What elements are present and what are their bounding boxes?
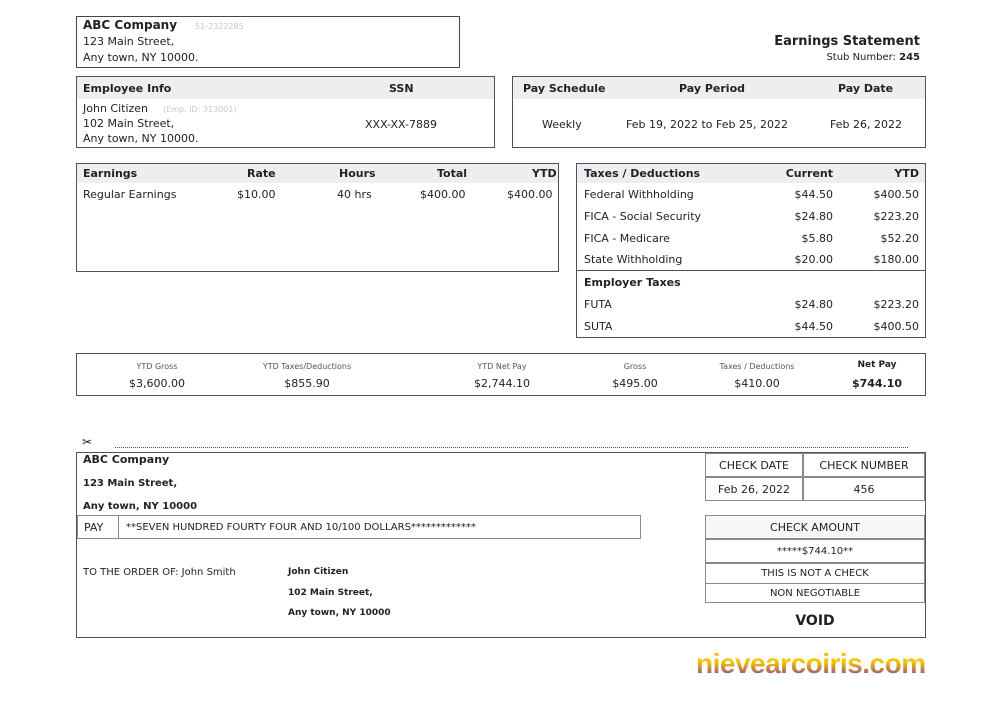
pay-schedule-value: Weekly — [542, 118, 582, 131]
company-address-2: Any town, NY 10000. — [83, 51, 199, 64]
statement-title: Earnings Statement — [774, 34, 920, 49]
earnings-box — [76, 163, 559, 272]
ytd-gross-label: YTD Gross — [136, 362, 178, 371]
watermark-logo — [696, 648, 926, 680]
earnings-row-hours: 40 hrs — [337, 188, 372, 201]
company-box — [76, 16, 460, 68]
taxes-ytd-header: YTD — [894, 167, 919, 180]
total-header: Total — [437, 167, 468, 180]
tax-row-label: FICA - Medicare — [584, 232, 670, 245]
check-date-label: CHECK DATE — [705, 453, 803, 477]
earnings-row-total: $400.00 — [420, 188, 466, 201]
check-company-address-2: Any town, NY 10000 — [83, 501, 198, 512]
ytd-net-pay-label: YTD Net Pay — [477, 362, 527, 371]
tax-row-current: $44.50 — [794, 188, 833, 201]
pay-amount-words: **SEVEN HUNDRED FOURTY FOUR AND 10/100 DOLLARS************* — [126, 522, 476, 533]
employee-info-box — [76, 76, 495, 148]
void-stamp: VOID — [795, 613, 835, 629]
ssn-header: SSN — [389, 82, 414, 95]
pay-divider — [118, 516, 119, 538]
check-box — [76, 452, 926, 638]
non-negotiable-notice: NON NEGOTIABLE — [705, 583, 925, 603]
tax-row-current: $5.80 — [801, 232, 833, 245]
rate-header: Rate — [247, 167, 276, 180]
pay-schedule-box — [512, 76, 926, 148]
hours-header: Hours — [339, 167, 376, 180]
ytd-taxes-label: YTD Taxes/Deductions — [262, 362, 352, 371]
check-amount-label: CHECK AMOUNT — [705, 515, 925, 539]
company-name: ABC Company — [83, 18, 178, 32]
earnings-header: Earnings — [83, 167, 138, 180]
current-header: Current — [785, 167, 833, 180]
tax-row-ytd: $400.50 — [873, 188, 919, 201]
employer-tax-label: SUTA — [584, 320, 613, 333]
pay-period-value: Feb 19, 2022 to Feb 25, 2022 — [626, 118, 788, 131]
earnings-row-rate: $10.00 — [237, 188, 276, 201]
payee-address-1: 102 Main Street, — [288, 588, 373, 598]
net-pay-label: Net Pay — [857, 360, 897, 370]
stub-number: 245 — [899, 52, 920, 63]
employer-tax-ytd: $223.20 — [873, 298, 919, 311]
employer-tax-ytd: $400.50 — [873, 320, 919, 333]
net-pay-value: $744.10 — [851, 377, 903, 390]
payee-name: John Citizen — [288, 567, 349, 577]
not-a-check-notice: THIS IS NOT A CHECK — [705, 563, 925, 583]
tax-row-ytd: $52.20 — [880, 232, 919, 245]
ytd-header: YTD — [532, 167, 557, 180]
company-code: 51-2322285 — [195, 22, 244, 31]
cut-line — [115, 447, 908, 448]
order-label: TO THE ORDER OF: John Smith — [83, 567, 236, 578]
check-date-value: Feb 26, 2022 — [705, 477, 803, 501]
pay-schedule-header: Pay Schedule — [523, 82, 606, 95]
taxes-box — [576, 163, 926, 338]
employee-id: (Emp. ID: 313001) — [163, 105, 237, 114]
earnings-row-ytd: $400.00 — [507, 188, 553, 201]
employee-name: John Citizen — [83, 102, 149, 115]
employer-tax-current: $44.50 — [794, 320, 833, 333]
summary-box — [76, 353, 926, 396]
tax-row-ytd: $223.20 — [873, 210, 919, 223]
pay-label: PAY — [84, 521, 104, 534]
employee-address-2: Any town, NY 10000. — [83, 132, 199, 145]
stub-label: Stub Number: — [826, 52, 896, 63]
taxes-deductions-value: $410.00 — [734, 377, 780, 390]
tax-row-label: FICA - Social Security — [584, 210, 702, 223]
earnings-header-row — [77, 164, 558, 183]
pay-line — [77, 515, 641, 539]
employee-ssn: XXX-XX-7889 — [365, 118, 437, 131]
payee-address-2: Any town, NY 10000 — [288, 608, 391, 618]
check-amount-value: *****$744.10** — [705, 539, 925, 563]
employer-taxes-header: Employer Taxes — [584, 276, 681, 289]
pay-date-value: Feb 26, 2022 — [830, 118, 902, 131]
check-company-address-1: 123 Main Street, — [83, 478, 178, 489]
earnings-row-label: Regular Earnings — [83, 188, 177, 201]
gross-label: Gross — [623, 362, 647, 371]
ytd-gross-value: $3,600.00 — [129, 377, 185, 390]
employer-tax-current: $24.80 — [794, 298, 833, 311]
tax-row-label: State Withholding — [584, 253, 683, 266]
taxes-deductions-label: Taxes / Deductions — [719, 362, 795, 371]
scissors-icon: ✂ — [82, 435, 93, 449]
pay-date-header: Pay Date — [838, 82, 894, 95]
employee-address-1: 102 Main Street, — [83, 117, 175, 130]
taxes-divider — [577, 270, 925, 271]
check-number-value: 456 — [803, 477, 925, 501]
taxes-header: Taxes / Deductions — [584, 167, 701, 180]
tax-row-ytd: $180.00 — [873, 253, 919, 266]
tax-row-current: $20.00 — [794, 253, 833, 266]
gross-value: $495.00 — [612, 377, 658, 390]
tax-row-label: Federal Withholding — [584, 188, 694, 201]
company-address-1: 123 Main Street, — [83, 35, 175, 48]
watermark-text: nievearcoiris.com — [696, 648, 926, 679]
employer-tax-label: FUTA — [584, 298, 612, 311]
tax-row-current: $24.80 — [794, 210, 833, 223]
check-number-label: CHECK NUMBER — [803, 453, 925, 477]
stub-number-line — [826, 52, 920, 63]
employee-header: Employee Info — [83, 82, 172, 95]
ytd-net-pay-value: $2,744.10 — [474, 377, 530, 390]
pay-period-header: Pay Period — [679, 82, 745, 95]
ytd-taxes-value: $855.90 — [284, 377, 330, 390]
check-company-name: ABC Company — [83, 453, 170, 466]
